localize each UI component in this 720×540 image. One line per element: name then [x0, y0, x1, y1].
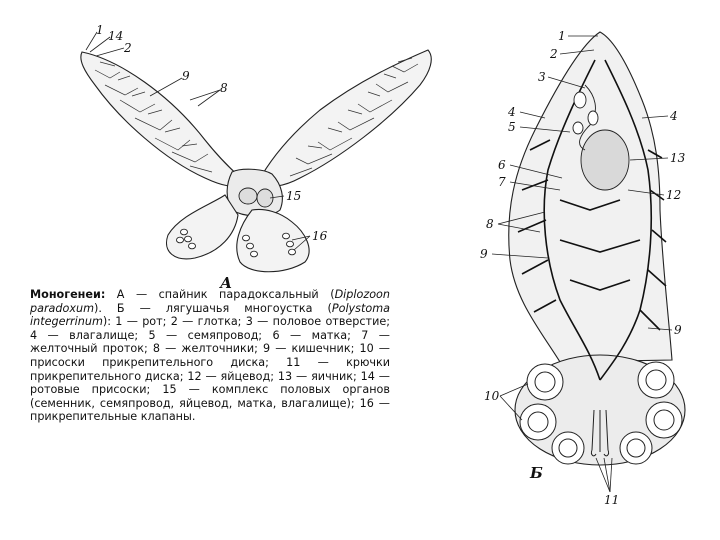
label-b-9-left: 9: [480, 247, 488, 261]
caption-part-1: А — спайник парадоксальный (: [105, 288, 335, 301]
label-b-4-right: 4: [670, 109, 678, 123]
label-b-12: 12: [666, 188, 682, 202]
caption-latin-1: Diplozoon paradoxum: [30, 288, 390, 315]
diplozoon-drawing: [81, 50, 431, 272]
label-a-14: 14: [108, 29, 124, 43]
label-a-2: 2: [124, 41, 132, 55]
label-a-1: 1: [96, 23, 104, 37]
caption-title: Моногенеи:: [30, 288, 106, 301]
label-b-5: 5: [508, 120, 516, 134]
caption-latin-2: Polystoma integerrinum: [30, 301, 390, 329]
figure-b-letter: Б: [530, 464, 543, 482]
label-a-8: 8: [220, 81, 228, 95]
label-b-3: 3: [538, 70, 546, 84]
polystoma-drawing: [509, 29, 685, 465]
label-a-9: 9: [182, 69, 190, 83]
label-b-7: 7: [498, 175, 506, 189]
label-b-13: 13: [670, 151, 686, 165]
caption-part-3: ): 1 — рот; 2 — глотка; 3 — половое отверстие; 4 — влагалище; 5 — семяпровод; 6 — матка; 7 — желточный проток; 8 — желточники; 9 — кишечник; 10 — присоски прикрепительного диска; 11 — крючки прикрепительного диска; 12 — яйцевод; 13 — яичник; 14 — ротовые присоски; 15 — комплекс половых органов (семенник, семяпровод, яйцевод, матка, влагалище); 16 — прикрепительные клапаны.: [30, 315, 390, 424]
label-b-10: 10: [484, 389, 500, 403]
label-a-16: 16: [312, 229, 328, 243]
label-b-6: 6: [498, 158, 506, 172]
label-b-1: 1: [558, 29, 566, 43]
label-b-4-left: 4: [508, 105, 516, 119]
label-b-8: 8: [486, 217, 494, 231]
caption-part-2: ). Б — лягушачья многоустка (: [93, 301, 332, 315]
label-a-15: 15: [286, 189, 302, 203]
figure-caption: [30, 288, 390, 424]
label-b-9-right: 9: [674, 323, 682, 337]
label-b-2: 2: [550, 47, 558, 61]
figure-a-letter: А: [220, 274, 233, 292]
label-b-11: 11: [604, 493, 620, 507]
